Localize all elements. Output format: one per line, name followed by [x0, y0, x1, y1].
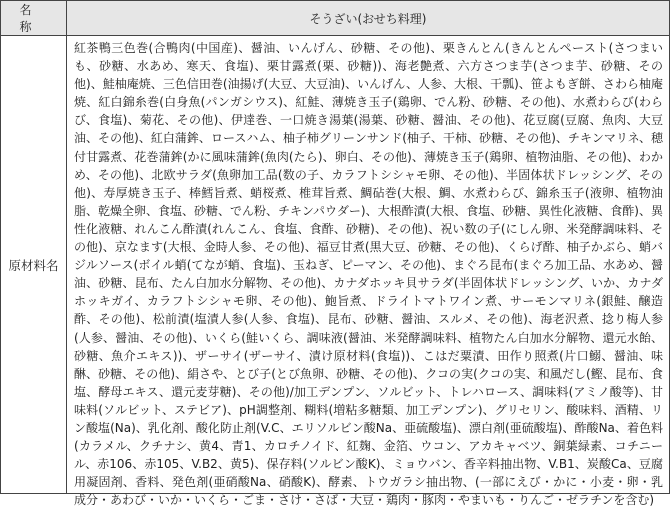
header-name-cell: 名 称 [1, 1, 67, 36]
ingredients-row [1, 36, 670, 494]
header-product-cell: そうざい(おせち料理) [67, 1, 670, 36]
ingredients-row-label: 原材料名 [1, 36, 67, 494]
header-row [1, 1, 670, 36]
ingredients-cell [67, 36, 670, 508]
ingredients-text: 紅茶鴨三色巻(合鴨肉(中国産)、醤油、いんげん、砂糖、その他)、栗きんとん(きんとんペースト(さつまいも、砂糖、水あめ、寒天、食塩)、栗甘露煮(栗、砂糖))、海老艶煮、六方さつま芋(さつま芋、砂糖、その他)、鮭柚庵焼、三色信田巻(油揚げ(大豆、大豆油)、いんげん、人参、大根、干瓢)、笹よもぎ餅、さわら柚庵焼、紅白錦糸巻(白身魚(パンガシウス)、紅鮭、薄焼き玉子(鶏卵、でん粉、砂糖、その他)、水煮わらび(わらび、食塩)、菊花、その他)、伊達巻、一口焼き湯葉(湯葉、砂糖、醤油、その他)、花豆腐(豆腐、魚肉、大豆油、その他)、紅白蒲鉾、ロースハム、柚子柿グリーンサンド(柚子、干柿、砂糖、その他)、チキンマリネ、穂付甘露煮、花巻蒲鉾(かに風味蒲鉾(魚肉(たら)、卵白、その他)、薄焼き玉子(鶏卵、植物油脂、その他)、わかめ、その他)、北欧サラダ(魚卵加工品(数の子、カラフトシシャモ卵、その他)、半固体状ドレッシング、その他)、寿厚焼き玉子、棒鱈旨煮、蛸桜煮、椎茸旨煮、鯛砧巻(大根、鯛、水煮わらび、錦糸玉子(液卵、植物油脂、乾燥全卵、食塩、砂糖、でん粉、チキンパウダー)、大根酢漬(大根、食塩、砂糖、異性化液糖、食酢)、異性化液糖、れんこん酢漬(れんこん、食塩、食酢、砂糖)、その他)、祝い数の子(にしん卵、米発酵調味料、その他)、京なます(大根、金時人参、その他)、福豆甘煮(黒大豆、砂糖、その他)、くらげ酢、柚子かぶら、蛸バジルソース(ボイル蛸(てなが蛸、食塩)、玉ねぎ、ピーマン、その他)、まぐろ昆布(まぐろ加工品、水あめ、醤油、砂糖、昆布、たん白加水分解物、その他)、カナダホッキ貝サラダ(半固体状ドレッシング、いか、カナダホッキガイ、カラフトシシャモ卵、その他)、鮑旨煮、ドライトマトワイン煮、サーモンマリネ(銀鮭、醸造酢、その他)、松前漬(塩漬人参(人参、食塩)、昆布、砂糖、醤油、スルメ、その他)、海老沢煮、捻り梅人参(人参、醤油、その他)、いくら(鮭いくら、調味液(醤油、米発酵調味料、植物たん白加水分解物、還元水飴、砂糖、魚介エキス))、ザーサイ(ザーサイ、漬け原材料(食塩))、こはだ粟漬、田作り照煮(片口鰯、醤油、味醂、砂糖、その他)、絹さや、とび子(とび魚卵、砂糖、その他)、クコの実(クコの実、和風だし(鰹、昆布、食塩、酵母エキス、還元麦芽糖)、その他)/加工デンプン、ソルビット、トレハロース、調味料(アミノ酸等)、甘味料(ソルビット、ステビア)、pH調整剤、糊料(増粘多糖類、加工デンプン)、グリセリン、酸味料、酒精、リン酸塩(Na)、乳化剤、酸化防止剤(V.C、エリソルビン酸Na、亜硫酸塩)、漂白剤(亜硫酸塩)、酢酸Na、着色料(カラメル、クチナシ、黄4、青1、カロチノイド、紅麹、金箔、ウコン、アカキャベツ、銅葉緑素、コチニール、赤106、赤105、V.B2、黄5)、保存料(ソルビン酸K)、ミョウバン、香辛料抽出物、V.B1、炭酸Ca、豆腐用凝固剤、香料、発色剤(亜硝酸Na、硝酸K)、酵素、トウガラシ抽出物、(一部にえび・かに・小麦・卵・乳成分・あわび・いか・いくら・ごま・さけ・さば・大豆・鶏肉・豚肉・やまいも・りんご・ゼラチンを含む) [74, 41, 663, 508]
